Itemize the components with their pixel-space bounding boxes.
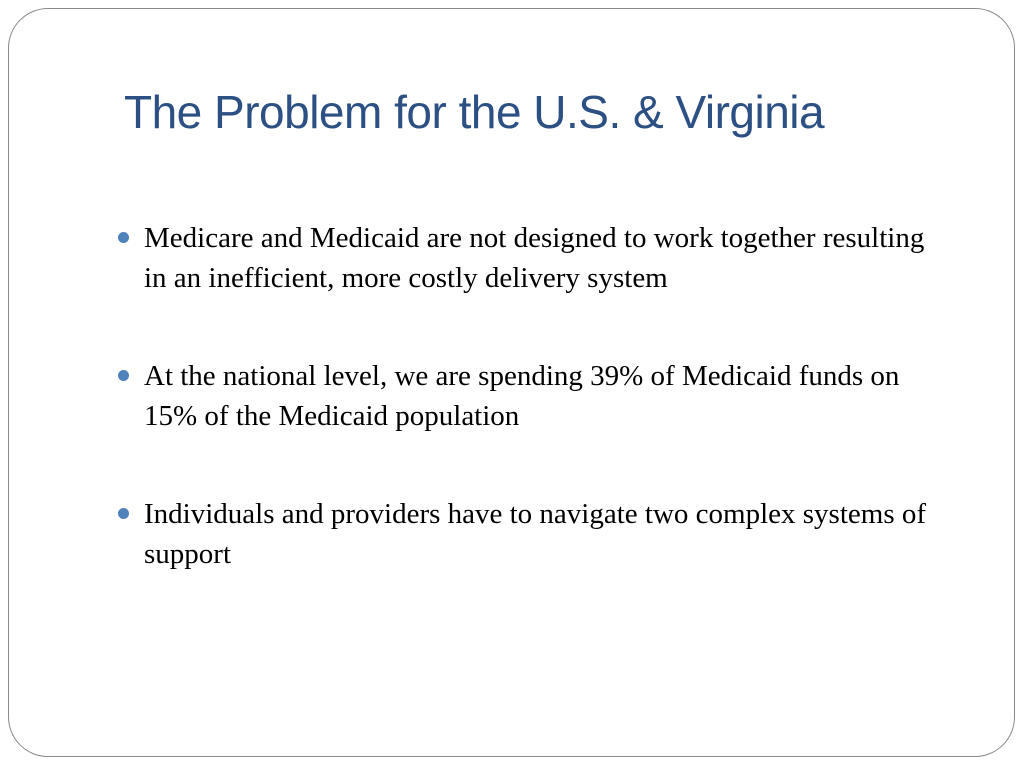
bullet-item <box>116 356 936 436</box>
bullet-list <box>116 218 936 632</box>
bullet-dot-icon <box>118 370 129 381</box>
bullet-item <box>116 218 936 298</box>
bullet-item <box>116 494 936 574</box>
slide-title: The Problem for the U.S. & Virginia <box>124 86 825 138</box>
bullet-text: Medicare and Medicaid are not designed to work together resulting in an inefficient, more costly delivery system <box>144 222 925 294</box>
bullet-dot-icon <box>118 508 129 519</box>
bullet-text: Individuals and providers have to navigate two complex systems of support <box>144 498 927 570</box>
bullet-dot-icon <box>118 232 129 243</box>
bullet-text: At the national level, we are spending 39% of Medicaid funds on 15% of the Medicaid population <box>144 360 900 432</box>
